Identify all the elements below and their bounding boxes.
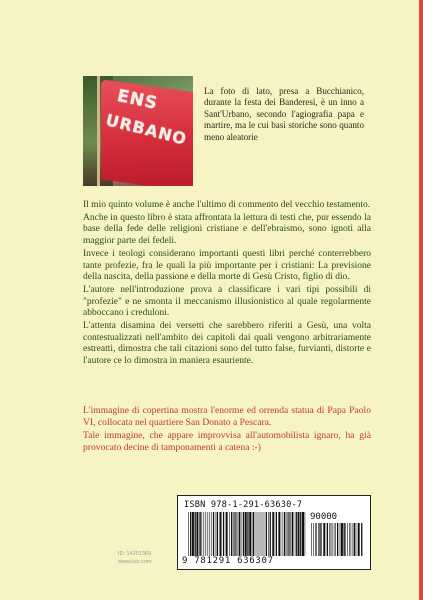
- barcode-bar: [288, 512, 289, 556]
- barcode-bar: [349, 523, 350, 556]
- barcode-bar: [203, 512, 204, 556]
- barcode-bar: [340, 523, 341, 556]
- barcode-bar: [245, 512, 247, 556]
- barcode-bar: [305, 512, 306, 556]
- barcode-bar: [315, 523, 316, 556]
- barcode-bar: [213, 512, 214, 556]
- isbn-label: ISBN 978-1-291-63630-7: [184, 500, 303, 510]
- barcode-bar: [233, 512, 234, 556]
- barcode-bar: [247, 512, 248, 556]
- barcode-bar: [223, 512, 224, 556]
- barcode-bar: [207, 512, 208, 556]
- barcode-bar: [216, 512, 217, 556]
- barcode-bar: [334, 523, 335, 556]
- publisher-id-line: ID: 14251369: [118, 551, 152, 557]
- barcode-bar: [239, 512, 240, 556]
- cover-photo: [83, 76, 193, 186]
- barcode-bar: [337, 523, 338, 556]
- barcode-bar: [316, 523, 317, 556]
- addon-bars: [311, 523, 363, 556]
- barcode-bar: [344, 523, 345, 556]
- barcode-bar: [190, 512, 191, 556]
- ean-bars: [188, 512, 306, 556]
- barcode-bar: [329, 523, 330, 556]
- body-paragraph: Anche in questo libro è stata affrontata la lettura di testi che, pur essendo la base della fede delle religioni cristiane e dell'ebraismo, sono ignoti alla maggior parte dei fedeli.: [83, 212, 371, 247]
- barcode-bar: [209, 512, 210, 556]
- barcode-bar: [195, 512, 196, 556]
- barcode-bar: [270, 512, 271, 556]
- publisher-id: [118, 550, 152, 566]
- barcode-bar: [188, 512, 189, 556]
- barcode-bar: [361, 523, 362, 556]
- barcode-bar: [287, 512, 288, 556]
- barcode-bar: [345, 523, 346, 556]
- barcode-bar: [341, 523, 343, 556]
- cover-note: [83, 405, 371, 455]
- barcode-bar: [311, 523, 312, 556]
- barcode-bar: [319, 523, 320, 556]
- barcode-bar: [253, 512, 254, 556]
- barcode-bar: [282, 512, 283, 556]
- barcode-bar: [353, 523, 354, 556]
- barcode-bar: [211, 512, 212, 556]
- photo-caption: La foto di lato, presa a Bucchianico, durante la festa dei Banderesi, è un inno a Sant'Urbano, secondo l'agiografia papa e martire, ma le cui basi storiche sono quanto meno aleatorie: [204, 86, 364, 142]
- barcode-bar: [234, 512, 235, 556]
- cover-note-paragraph: L'immagine di copertina mostra l'enorme ed orrenda statua di Papa Paolo VI, collocata nel quartiere San Donato a Pescara.: [83, 405, 371, 428]
- flag-pole: [97, 76, 100, 186]
- barcode-bar: [235, 512, 236, 556]
- barcode-bar: [237, 512, 238, 556]
- barcode-bar: [260, 512, 261, 556]
- barcode-bar: [243, 512, 244, 556]
- barcode-bar: [327, 523, 328, 556]
- barcode-bar: [229, 512, 230, 556]
- barcode-bar: [298, 512, 300, 556]
- barcode-bar: [331, 523, 332, 556]
- barcode-bar: [278, 512, 280, 556]
- barcode-bar: [358, 523, 360, 556]
- barcode-bar: [292, 512, 293, 556]
- body-paragraph: Il mio quinto volume è anche l'ultimo di commento del vecchio testamento.: [83, 200, 371, 210]
- price-code: 90000: [310, 512, 338, 522]
- barcode-bar: [192, 512, 194, 556]
- body-paragraph: L'attenta disamina dei versetti che sarebbero riferiti a Gesù, una volta contestualizzati nell'ambito dei capitoli dai quali vengono arbitrariamente estreatti, dimostra che tali citazioni sono del tutto false, furviant​i, distorte e l'autore ce lo dimostra in maniera esauriente.: [83, 321, 371, 367]
- barcode-bar: [200, 512, 201, 556]
- barcode-bar: [313, 523, 314, 556]
- banner-text-bottom: URBANO: [103, 110, 189, 149]
- description-body: [83, 200, 371, 369]
- ean-digits: 9 781291 636307: [182, 556, 274, 566]
- barcode-bar: [291, 512, 292, 556]
- barcode-bar: [256, 512, 257, 556]
- barcode-bar: [252, 512, 253, 556]
- barcode-bar: [332, 523, 333, 556]
- barcode-bar: [354, 523, 355, 556]
- barcode-bar: [300, 512, 301, 556]
- barcode-bar: [262, 512, 263, 556]
- body-paragraph: Invece i teologi considerano importanti questi libri perché conterrebbero tante profezie, fra le quali la più importante per i cristiani: La previsione della nascita, della passione e della morte di Gesù Cristo, figlio di dio.: [83, 248, 371, 283]
- barcode-bar: [196, 512, 198, 556]
- barcode-bar: [284, 512, 285, 556]
- barcode-bar: [289, 512, 290, 556]
- barcode-bar: [241, 512, 242, 556]
- body-paragraph: L'autore nell'introduzione prova a classificare i vari tipi possibili di "profezie" e ne smonta il meccanismo illusionistico al quale regolarmente abboccano i creduloni.: [83, 284, 371, 319]
- barcode-bar: [220, 512, 222, 556]
- publisher-site: www.lulu.com: [118, 559, 152, 565]
- banner-text-top: ENS: [115, 85, 160, 115]
- cover-note-paragraph: Tale immagine, che appare improvvisa all'automobilista ignaro, ha già provocato decine di tamponamenti a catena :-): [83, 430, 371, 453]
- barcode-bar: [296, 512, 297, 556]
- barcode-bar: [294, 512, 295, 556]
- barcode-bar: [266, 512, 267, 556]
- barcode-bar: [258, 512, 259, 556]
- barcode-bar: [205, 512, 206, 556]
- isbn-barcode: [177, 495, 371, 570]
- barcode-bar: [335, 523, 336, 556]
- barcode-bar: [318, 523, 319, 556]
- barcode-bar: [276, 512, 277, 556]
- barcode-bar: [199, 512, 200, 556]
- barcode-bar: [217, 512, 218, 556]
- page-edge-stripe: [419, 0, 423, 600]
- barcode-bar: [321, 523, 322, 556]
- barcode-bar: [249, 512, 251, 556]
- barcode-bar: [351, 523, 352, 556]
- barcode-bar: [226, 512, 228, 556]
- barcode-bar: [347, 523, 348, 556]
- barcode-bar: [323, 523, 325, 556]
- barcode-bar: [238, 512, 239, 556]
- barcode-bar: [268, 512, 269, 556]
- barcode-bar: [356, 523, 357, 556]
- barcode-bar: [231, 512, 232, 556]
- barcode-bar: [286, 512, 287, 556]
- barcode-bar: [264, 512, 265, 556]
- barcode-bar: [302, 512, 304, 556]
- barcode-bar: [272, 512, 274, 556]
